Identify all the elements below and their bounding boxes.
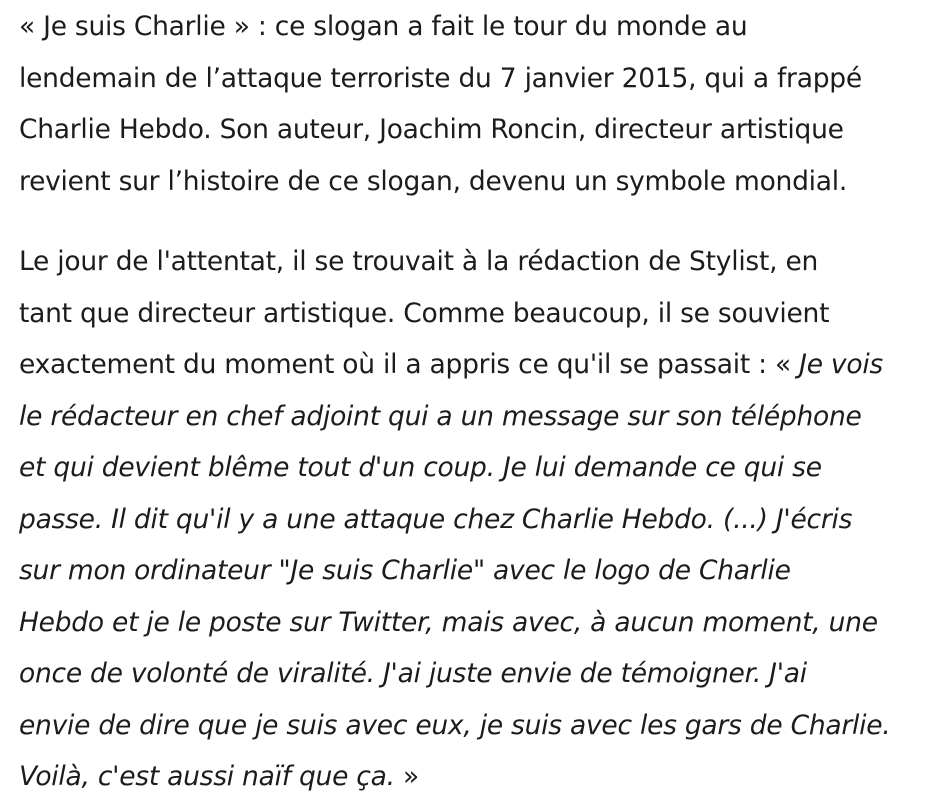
closing-guillemet: »: [394, 761, 419, 792]
quote-line: envie de dire que je suis avec eux, je suis avec les gars de Charlie.: [19, 709, 891, 741]
intro-line: « Je suis Charlie » : ce slogan a fait le tour du monde au: [19, 11, 748, 42]
body-line: tant que directeur artistique. Comme beaucoup, il se souvient: [19, 297, 830, 329]
intro-line: Charlie Hebdo. Son auteur, Joachim Roncin, directeur artistique: [19, 114, 844, 145]
body-line: Le jour de l'attentat, il se trouvait à la rédaction de Stylist, en: [19, 246, 819, 277]
quote-line: passe. Il dit qu'il y a une attaque chez Charlie Hebdo. (...) J'écris: [19, 503, 853, 535]
intro-paragraph: [19, 0, 934, 207]
quote-line: Hebdo et je le poste sur Twitter, mais avec, à aucun moment, une: [19, 606, 878, 638]
quote-line: once de volonté de viralité. J'ai juste envie de témoigner. J'ai: [19, 658, 807, 689]
quote-end-line: [19, 751, 934, 803]
body-line-quote-start: [19, 339, 934, 391]
intro-line: lendemain de l’attaque terroriste du 7 janvier 2015, qui a frappé: [19, 62, 862, 94]
quote-line: sur mon ordinateur "Je suis Charlie" avec le logo de Charlie: [19, 555, 791, 586]
intro-line: revient sur l’histoire de ce slogan, devenu un symbole mondial.: [19, 165, 848, 197]
quote-text: Je vois: [799, 349, 883, 380]
article-body: [19, 0, 934, 803]
body-paragraph: [19, 236, 934, 803]
quote-text: Voilà, c'est aussi naïf que ça.: [19, 761, 395, 792]
quote-line: et qui devient blême tout d'un coup. Je lui demande ce qui se: [19, 452, 822, 483]
quote-line: le rédacteur en chef adjoint qui a un message sur son téléphone: [19, 400, 862, 432]
body-text: exactement du moment où il a appris ce qu'il se passait : «: [19, 349, 800, 380]
